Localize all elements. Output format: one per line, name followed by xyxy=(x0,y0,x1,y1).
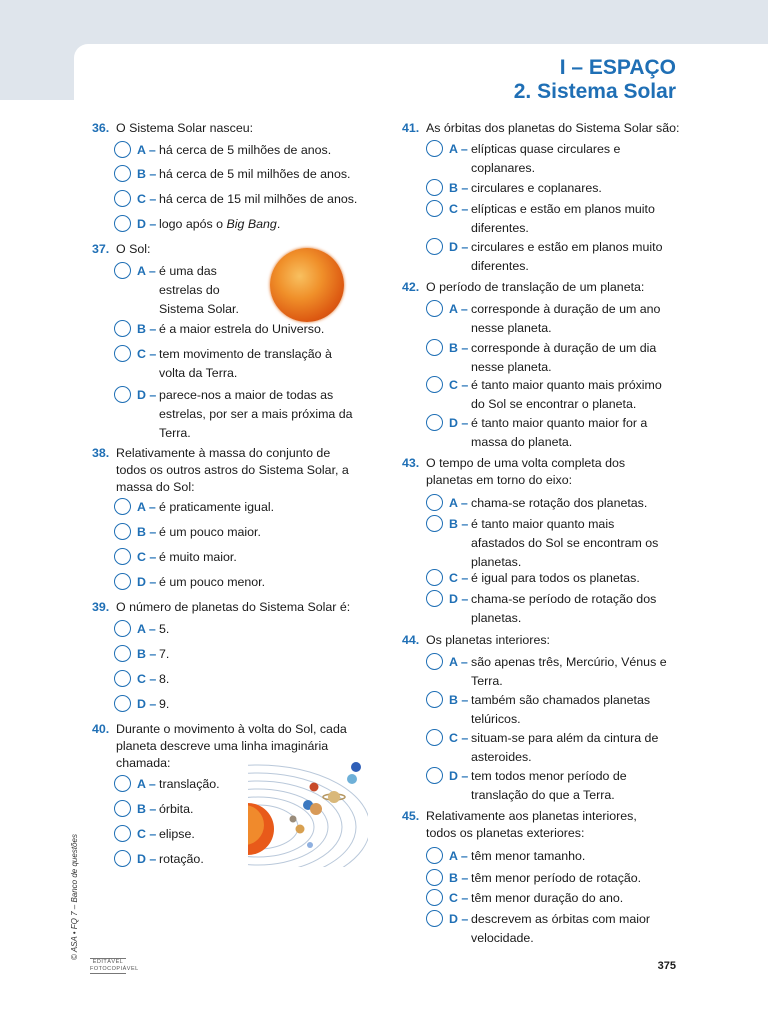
option-text-line: há cerca de 5 milhões de anos. xyxy=(159,143,332,157)
option-text-line: do Sol se encontrar o planeta. xyxy=(471,397,637,411)
question-number: 37. xyxy=(92,242,110,256)
option-text xyxy=(159,573,265,592)
question-text xyxy=(116,599,350,616)
radio-circle-icon[interactable] xyxy=(114,141,131,158)
option-letter: C – xyxy=(137,347,157,361)
radio-circle-icon[interactable] xyxy=(114,573,131,590)
option-text-line: velocidade. xyxy=(471,931,534,945)
option-text xyxy=(159,523,261,542)
question xyxy=(92,445,382,496)
option-letter: B – xyxy=(449,517,469,531)
option-letter: D – xyxy=(137,217,157,231)
option-text xyxy=(471,847,585,866)
question xyxy=(402,632,692,649)
radio-circle-icon[interactable] xyxy=(426,889,443,906)
question-text xyxy=(426,455,625,489)
answer-option[interactable] xyxy=(426,869,686,888)
option-text-line: é igual para todos os planetas. xyxy=(471,571,640,585)
option-letter: C – xyxy=(449,731,469,745)
option-text xyxy=(471,729,658,767)
photocopiable-stamp xyxy=(90,958,139,974)
option-text xyxy=(471,767,627,805)
option-text xyxy=(159,850,204,869)
radio-circle-icon[interactable] xyxy=(114,262,131,279)
big-bang-term: Big Bang xyxy=(226,217,277,231)
radio-circle-icon[interactable] xyxy=(426,767,443,784)
question-number: 42. xyxy=(402,280,420,294)
option-text-line: diferentes. xyxy=(471,221,529,235)
stamp-top-text: EDITÁVEL xyxy=(92,959,124,965)
option-text xyxy=(471,910,650,948)
answer-option[interactable] xyxy=(426,847,686,866)
radio-circle-icon[interactable] xyxy=(114,825,131,842)
option-text xyxy=(471,238,662,276)
option-letter: D – xyxy=(449,416,469,430)
option-text-line: parece-nos a maior de todas as xyxy=(159,388,334,402)
question xyxy=(92,241,382,258)
answer-option[interactable] xyxy=(426,300,686,338)
radio-circle-icon[interactable] xyxy=(426,200,443,217)
question-text-line: massa do Sol: xyxy=(116,480,195,494)
option-text-line: têm menor duração do ano. xyxy=(471,891,624,905)
radio-circle-icon[interactable] xyxy=(114,548,131,565)
option-text-line: elípticas e estão em planos muito xyxy=(471,202,655,216)
option-text-line: circulares e estão em planos muito xyxy=(471,240,663,254)
radio-circle-icon[interactable] xyxy=(114,800,131,817)
radio-circle-icon[interactable] xyxy=(114,190,131,207)
option-text-line: é muito maior. xyxy=(159,550,237,564)
option-text-line: planetas. xyxy=(471,611,522,625)
option-letter: A – xyxy=(449,302,468,316)
question-number: 38. xyxy=(92,446,110,460)
option-text-line: 5. xyxy=(159,622,170,636)
answer-option[interactable] xyxy=(114,670,374,689)
option-text-line: é um pouco maior. xyxy=(159,525,261,539)
option-text-line: é tanto maior quanto maior for a xyxy=(471,416,648,430)
option-text-line: também são chamados planetas xyxy=(471,693,651,707)
option-text-line: nesse planeta. xyxy=(471,360,552,374)
option-letter: B – xyxy=(137,525,157,539)
radio-circle-icon[interactable] xyxy=(426,300,443,317)
chapter-title: I – ESPAÇO xyxy=(559,56,676,79)
option-text-line: nesse planeta. xyxy=(471,321,552,335)
question-number: 41. xyxy=(402,121,420,135)
option-text xyxy=(471,590,656,628)
question-text-line: O número de planetas do Sistema Solar é: xyxy=(116,600,351,614)
option-text-line: é um pouco menor. xyxy=(159,575,266,589)
question-number: 43. xyxy=(402,456,420,470)
radio-circle-icon[interactable] xyxy=(426,140,443,157)
option-text-line: afastados do Sol se encontram os xyxy=(471,536,659,550)
sun-image xyxy=(270,248,344,322)
option-text-line: chama-se período de rotação dos xyxy=(471,592,657,606)
option-text xyxy=(159,548,237,567)
answer-option[interactable] xyxy=(114,695,374,714)
radio-circle-icon[interactable] xyxy=(426,414,443,431)
answer-option[interactable] xyxy=(426,910,686,948)
radio-circle-icon[interactable] xyxy=(114,345,131,362)
radio-circle-icon[interactable] xyxy=(426,238,443,255)
option-text-line: é praticamente igual. xyxy=(159,500,275,514)
option-text xyxy=(159,775,220,794)
option-text xyxy=(471,869,641,888)
answer-option[interactable] xyxy=(426,767,686,805)
question-text-line: O Sol: xyxy=(116,242,151,256)
option-text-line: corresponde à duração de um dia xyxy=(471,341,657,355)
option-text-line: massa do planeta. xyxy=(471,435,573,449)
answer-option[interactable] xyxy=(426,494,686,513)
answer-option[interactable] xyxy=(426,889,686,908)
option-text-line: tem todos menor período de xyxy=(471,769,627,783)
option-text-line: Terra. xyxy=(159,426,191,440)
option-letter: B – xyxy=(449,871,469,885)
option-text-line: Sistema Solar. xyxy=(159,302,239,316)
answer-option[interactable] xyxy=(426,200,686,238)
option-text-line: corresponde à duração de um ano xyxy=(471,302,661,316)
option-text-line: volta da Terra. xyxy=(159,366,238,380)
option-text xyxy=(159,695,169,714)
question-text-line: todos os planetas exteriores: xyxy=(426,826,585,840)
option-letter: D – xyxy=(449,240,469,254)
option-text-line: elipse. xyxy=(159,827,195,841)
question xyxy=(402,279,692,296)
option-text-line: translação. xyxy=(159,777,220,791)
radio-circle-icon[interactable] xyxy=(426,339,443,356)
option-letter: A – xyxy=(449,655,468,669)
option-letter: C – xyxy=(449,891,469,905)
question-text-line: planeta descreve uma linha imaginária xyxy=(116,739,329,753)
radio-circle-icon[interactable] xyxy=(426,869,443,886)
option-text xyxy=(159,645,169,664)
option-letter: C – xyxy=(137,550,157,564)
option-text-line: descrevem as órbitas com maior xyxy=(471,912,651,926)
option-text xyxy=(159,670,169,689)
radio-circle-icon[interactable] xyxy=(426,653,443,670)
answer-option[interactable] xyxy=(114,523,374,542)
radio-circle-icon[interactable] xyxy=(426,494,443,511)
option-text-line: órbita. xyxy=(159,802,194,816)
page-number: 375 xyxy=(657,960,676,972)
option-letter: B – xyxy=(137,802,157,816)
option-text-line: situam-se para além da cintura de xyxy=(471,731,659,745)
option-text xyxy=(159,190,357,209)
answer-option[interactable] xyxy=(114,548,374,567)
answer-option[interactable] xyxy=(114,620,374,639)
radio-circle-icon[interactable] xyxy=(426,179,443,196)
stamp-bottom-text: FOTOCOPIÁVEL xyxy=(90,966,139,972)
option-text-line: têm menor período de rotação. xyxy=(471,871,642,885)
option-letter: C – xyxy=(449,202,469,216)
option-text-line: tem movimento de translação à xyxy=(159,347,332,361)
answer-option[interactable] xyxy=(426,569,686,588)
option-text-line: translação do que a Terra. xyxy=(471,788,615,802)
radio-circle-icon[interactable] xyxy=(426,691,443,708)
option-text-line: Terra. xyxy=(471,674,503,688)
option-text xyxy=(471,200,655,238)
option-text-line: têm menor tamanho. xyxy=(471,849,586,863)
option-text-line: é tanto maior quanto mais próximo xyxy=(471,378,662,392)
radio-circle-icon[interactable] xyxy=(114,620,131,637)
option-text-line: é uma das xyxy=(159,264,217,278)
answer-option[interactable] xyxy=(426,729,686,767)
option-text xyxy=(159,800,193,819)
option-text-line: coplanares. xyxy=(471,161,536,175)
answer-option[interactable] xyxy=(426,238,686,276)
option-text-line: 9. xyxy=(159,697,170,711)
option-letter: A – xyxy=(137,264,156,278)
option-letter: A – xyxy=(137,500,156,514)
option-letter: D – xyxy=(449,592,469,606)
option-text xyxy=(471,691,650,729)
option-text-line: 8. xyxy=(159,672,170,686)
copyright-credit: © ASA • FQ 7 – Banco de questões xyxy=(70,834,79,960)
radio-circle-icon[interactable] xyxy=(426,847,443,864)
option-letter: C – xyxy=(137,827,157,841)
answer-option[interactable] xyxy=(426,414,686,452)
question-number: 39. xyxy=(92,600,110,614)
option-text-line: planetas. xyxy=(471,555,522,569)
radio-circle-icon[interactable] xyxy=(114,850,131,867)
question-text-line: Durante o movimento à volta do Sol, cada xyxy=(116,722,347,736)
option-text-line: diferentes. xyxy=(471,259,529,273)
answer-option[interactable] xyxy=(114,498,374,517)
option-text-line: elípticas quase circulares e xyxy=(471,142,621,156)
answer-option[interactable] xyxy=(426,515,686,572)
option-letter: D – xyxy=(449,912,469,926)
option-letter: B – xyxy=(449,341,469,355)
option-letter: C – xyxy=(449,378,469,392)
option-letter: D – xyxy=(137,388,157,402)
option-text-line: circulares e coplanares. xyxy=(471,181,602,195)
option-text xyxy=(471,339,656,377)
radio-circle-icon[interactable] xyxy=(114,386,131,403)
option-letter: B – xyxy=(449,693,469,707)
option-text-line: estrelas, por ser a mais próxima da xyxy=(159,407,353,421)
option-letter: B – xyxy=(137,647,157,661)
question-text-line: Relativamente aos planetas interiores, xyxy=(426,809,637,823)
radio-circle-icon[interactable] xyxy=(426,590,443,607)
answer-option[interactable] xyxy=(114,320,354,339)
answer-option[interactable] xyxy=(114,573,374,592)
option-text xyxy=(471,494,647,513)
option-letter: A – xyxy=(449,142,468,156)
option-text xyxy=(159,262,239,319)
solar-system-image xyxy=(248,757,368,867)
radio-circle-icon[interactable] xyxy=(426,515,443,532)
question xyxy=(402,808,692,842)
option-letter: A – xyxy=(137,777,156,791)
answer-option[interactable] xyxy=(426,691,686,729)
option-text-line: 7. xyxy=(159,647,170,661)
radio-circle-icon[interactable] xyxy=(114,645,131,662)
radio-circle-icon[interactable] xyxy=(114,775,131,792)
option-letter: A – xyxy=(449,849,468,863)
option-text-line: chama-se rotação dos planetas. xyxy=(471,496,648,510)
answer-option[interactable] xyxy=(114,345,354,383)
question-text-line: todos os outros astros do Sistema Solar, a xyxy=(116,463,349,477)
radio-circle-icon[interactable] xyxy=(114,320,131,337)
answer-option[interactable] xyxy=(114,386,354,443)
question xyxy=(402,120,692,137)
option-letter: D – xyxy=(137,575,157,589)
option-letter: B – xyxy=(449,181,469,195)
radio-circle-icon[interactable] xyxy=(114,670,131,687)
option-text xyxy=(471,300,660,338)
option-letter: C – xyxy=(137,672,157,686)
answer-option[interactable] xyxy=(426,179,686,198)
question-text-line: Os planetas interiores: xyxy=(426,633,550,647)
radio-circle-icon[interactable] xyxy=(114,695,131,712)
option-letter: C – xyxy=(449,571,469,585)
option-text xyxy=(159,165,350,184)
answer-option[interactable] xyxy=(114,645,374,664)
question xyxy=(92,599,382,616)
question-text-line: As órbitas dos planetas do Sistema Solar são: xyxy=(426,121,680,135)
option-text-line: asteroides. xyxy=(471,750,532,764)
option-text-line: telúricos. xyxy=(471,712,521,726)
option-text xyxy=(159,620,169,639)
question-number: 40. xyxy=(92,722,110,736)
option-text xyxy=(159,320,324,339)
option-letter: A – xyxy=(137,622,156,636)
question-number: 45. xyxy=(402,809,420,823)
question-text xyxy=(116,241,150,258)
option-letter: D – xyxy=(137,697,157,711)
question-number: 36. xyxy=(92,121,110,135)
option-text xyxy=(471,376,662,414)
radio-circle-icon[interactable] xyxy=(114,523,131,540)
option-text-line: há cerca de 15 mil milhões de anos. xyxy=(159,192,358,206)
answer-option[interactable] xyxy=(426,140,686,178)
option-text xyxy=(471,414,647,452)
question-text xyxy=(116,445,349,496)
question-text-line: O tempo de uma volta completa dos xyxy=(426,456,626,470)
option-letter: D – xyxy=(137,852,157,866)
question xyxy=(402,455,692,489)
option-text xyxy=(159,215,280,234)
question-text-line: O período de translação de um planeta: xyxy=(426,280,645,294)
option-letter: A – xyxy=(449,496,468,510)
option-text-line: estrelas do xyxy=(159,283,220,297)
question-text-line: planetas em torno do eixo: xyxy=(426,473,573,487)
radio-circle-icon[interactable] xyxy=(426,376,443,393)
radio-circle-icon[interactable] xyxy=(114,165,131,182)
radio-circle-icon[interactable] xyxy=(426,910,443,927)
question xyxy=(92,120,382,137)
radio-circle-icon[interactable] xyxy=(426,729,443,746)
option-letter: B – xyxy=(137,322,157,336)
option-text xyxy=(471,569,640,588)
option-text xyxy=(471,653,667,691)
question-text xyxy=(426,632,550,649)
question-number: 44. xyxy=(402,633,420,647)
answer-option[interactable] xyxy=(426,376,686,414)
answer-option[interactable] xyxy=(426,339,686,377)
option-text xyxy=(159,141,331,160)
option-text xyxy=(471,179,602,198)
answer-option[interactable] xyxy=(426,590,686,628)
option-text xyxy=(159,386,353,443)
option-text-line: são apenas três, Mercúrio, Vénus e xyxy=(471,655,667,669)
option-text xyxy=(471,515,658,572)
answer-option[interactable] xyxy=(426,653,686,691)
radio-circle-icon[interactable] xyxy=(114,215,131,232)
option-text xyxy=(159,498,274,517)
option-text xyxy=(471,140,620,178)
option-text-line: logo após o Big Bang. xyxy=(159,217,281,231)
section-title: 2. Sistema Solar xyxy=(513,80,676,103)
question-text-line: O Sistema Solar nasceu: xyxy=(116,121,254,135)
option-text xyxy=(471,889,623,908)
radio-circle-icon[interactable] xyxy=(114,498,131,515)
option-text-line: rotação. xyxy=(159,852,204,866)
option-text-line: é tanto maior quanto mais xyxy=(471,517,615,531)
option-text-line: há cerca de 5 mil milhões de anos. xyxy=(159,167,351,181)
question-text xyxy=(426,808,637,842)
option-letter: C – xyxy=(137,192,157,206)
question-text xyxy=(426,279,644,296)
option-text-line: é a maior estrela do Universo. xyxy=(159,322,325,336)
question-text-line: chamada: xyxy=(116,756,171,770)
radio-circle-icon[interactable] xyxy=(426,569,443,586)
question-text xyxy=(426,120,679,137)
option-letter: A – xyxy=(137,143,156,157)
option-text xyxy=(159,345,332,383)
option-letter: D – xyxy=(449,769,469,783)
question-text xyxy=(116,120,253,137)
option-letter: B – xyxy=(137,167,157,181)
option-text xyxy=(159,825,195,844)
question-text-line: Relativamente à massa do conjunto de xyxy=(116,446,331,460)
